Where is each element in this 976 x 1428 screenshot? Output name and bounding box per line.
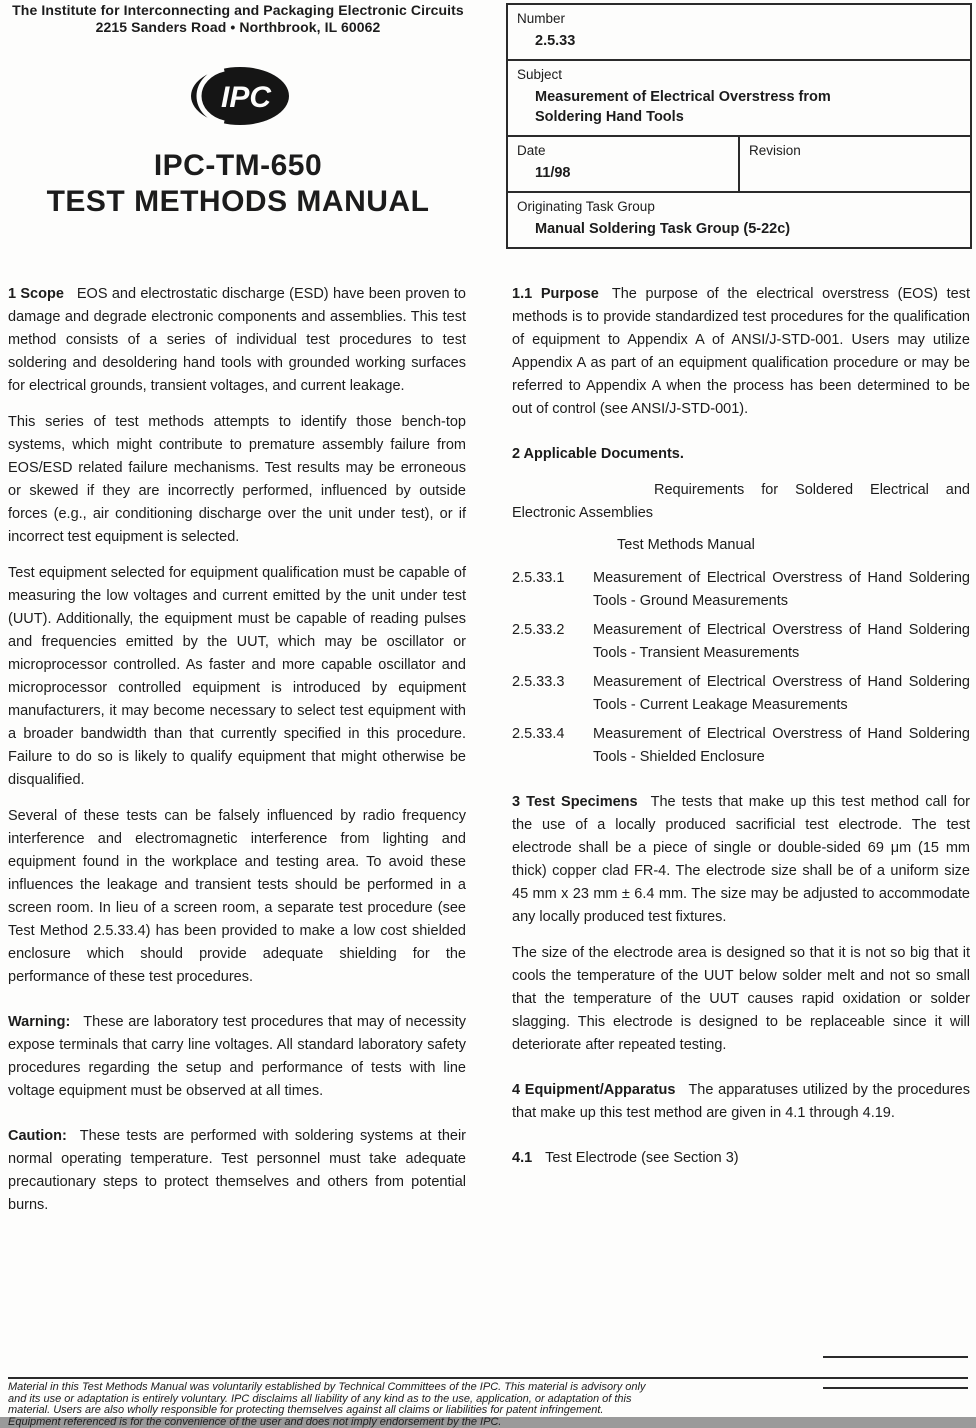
footer-line: material. Users are also wholly responsible for protecting themselves against all claims or liabilities for patent infringement. <box>8 1404 604 1417</box>
subject-value-line2: Soldering Hand Tools <box>535 109 684 125</box>
info-table <box>506 3 972 249</box>
method-title: Measurement of Electrical Overstress of Hand Soldering Tools - Ground Measurements <box>593 570 970 609</box>
footer-line: and its use or adaptation is entirely voluntary. IPC disclaims all liability of any kind as to the use, application, or adaptation of this <box>8 1392 632 1405</box>
revision-cell <box>740 137 970 191</box>
header-left <box>8 2 468 220</box>
caution-text: These tests are performed with soldering systems at their normal operating temperature. Test personnel must take adequate precautionary steps to protect themselves and others from potential burns. <box>8 1128 466 1213</box>
date-value: 11/98 <box>535 165 571 181</box>
specimens-paragraph <box>512 791 970 929</box>
document-reference-1: Requirements for Soldered Electrical and Electronic Assemblies <box>512 482 970 521</box>
date-revision-row <box>508 137 970 193</box>
method-number: 2.5.33.3 <box>512 674 565 690</box>
method-item <box>512 619 970 665</box>
right-column <box>512 283 970 1230</box>
equipment-heading: 4 Equipment/Apparatus <box>512 1082 676 1098</box>
section-4-1-heading: 4.1 <box>512 1150 533 1166</box>
task-group-label: Originating Task Group <box>517 199 655 214</box>
method-item <box>512 671 970 717</box>
left-column <box>8 283 466 1230</box>
section-4-1-text: Test Electrode (see Section 3) <box>545 1150 739 1166</box>
warning-label: Warning: <box>8 1014 71 1030</box>
section-4-1-paragraph <box>512 1147 970 1170</box>
caution-label: Caution: <box>8 1128 67 1144</box>
org-name: The Institute for Interconnecting and Packaging Electronic Circuits <box>12 2 464 18</box>
task-group-value: Manual Soldering Task Group (5-22c) <box>535 221 791 237</box>
subject-label: Subject <box>517 67 563 82</box>
ipc-logo-text: IPC <box>220 81 272 114</box>
date-cell <box>508 137 740 191</box>
method-title: Measurement of Electrical Overstress of Hand Soldering Tools - Shielded Enclosure <box>593 726 970 765</box>
footer-line: Material in this Test Methods Manual was voluntarily established by Technical Committees of the IPC. This material is advisory only <box>8 1381 646 1393</box>
specimens-heading: 3 Test Specimens <box>512 794 638 810</box>
subject-value-line1: Measurement of Electrical Overstress from <box>535 89 831 105</box>
method-title: Measurement of Electrical Overstress of Hand Soldering Tools - Current Leakage Measurements <box>593 674 970 713</box>
footer-disclaimer <box>8 1382 823 1428</box>
footer-divider <box>8 1377 968 1379</box>
org-address: 2215 Sanders Road • Northbrook, IL 60062 <box>95 19 381 35</box>
paragraph: This series of test methods attempts to identify those bench-top systems, which might contribute to premature assembly failure from EOS/ESD related failure mechanisms. Test results may be erroneous or skewed if they are incorrectly performed, influenced by outside forces (e.g., air conditioning discharge over the unit under test), or if incorrect test equipment is selected. <box>8 414 466 545</box>
equipment-paragraph <box>512 1079 970 1125</box>
warning-text: These are laboratory test procedures that may of necessity expose terminals that carry line voltages. All standard laboratory safety procedures regarding the setup and performance of tests with line voltage equipment must be observed at all times. <box>8 1014 466 1099</box>
warning-paragraph <box>8 1011 466 1103</box>
paragraph: Test equipment selected for equipment qualification must be capable of measuring the low voltages and current emitted by the unit under test (UUT). Additionally, the equipment must be capable of reading pulses and frequencies emitted by the UUT, which may be oscillator or microprocessor controlled. As faster and more capable oscillator and microprocessor controlled equipment is introduced by equipment manufacturers, it may become necessary to select test equipment with a broader bandwidth than that currently specified in this procedure. Failure to do so is likely to qualify equipment that might otherwise be disqualified. <box>8 565 466 788</box>
specimens-text: The tests that make up this test method call for the use of a locally produced sacrificial test electrode. The test electrode shall be a piece of single or double-sided 69 μm (15 mm thick) copper clad FR-4. The electrode size shall be of a uniform size 45 mm x 23 mm ± 6.4 mm. The size may be adjusted to accommodate any locally produced test fixtures. <box>512 794 970 925</box>
equipment-text: The apparatuses utilized by the procedures that make up this test method are given in 4.1 through 4.19. <box>512 1082 970 1121</box>
scope-heading: 1 Scope <box>8 286 64 302</box>
method-list <box>512 567 970 769</box>
method-number: 2.5.33.2 <box>512 622 565 638</box>
subject-row <box>508 61 970 137</box>
right-rule-top <box>823 1356 968 1358</box>
purpose-paragraph <box>512 283 970 421</box>
number-label: Number <box>517 11 566 26</box>
method-item <box>512 567 970 613</box>
method-number: 2.5.33.4 <box>512 726 565 742</box>
caution-paragraph <box>8 1125 466 1217</box>
purpose-heading: 1.1 Purpose <box>512 286 599 302</box>
right-rule-bottom <box>823 1387 968 1389</box>
method-number: 2.5.33.1 <box>512 570 565 586</box>
footer-line: Equipment referenced is for the convenience of the user and does not imply endorsement by the IPC. <box>8 1415 502 1428</box>
date-label: Date <box>517 143 546 158</box>
method-title: Measurement of Electrical Overstress of Hand Soldering Tools - Transient Measurements <box>593 622 970 661</box>
scope-paragraph <box>8 283 466 398</box>
number-value: 2.5.33 <box>535 33 576 49</box>
document-title: IPC-TM-650 <box>153 149 323 182</box>
document-subtitle: TEST METHODS MANUAL <box>46 185 430 218</box>
applicable-documents-heading: 2 Applicable Documents. <box>512 446 684 462</box>
document-body <box>8 283 970 1230</box>
purpose-text: The purpose of the electrical overstress (EOS) test methods is to provide standardized test procedures for the qualification of equipment to Appendix A of ANSI/J-STD-001. Users may utilize Appendix A as part of an equipment qualification procedure or may be referred to Appendix A when the process has been determined to be out of control (see ANSI/J-STD-001). <box>512 286 971 417</box>
revision-label: Revision <box>749 143 801 158</box>
method-item <box>512 723 970 769</box>
scope-text: EOS and electrostatic discharge (ESD) have been proven to damage and degrade electronic components and assemblies. This test method consists of a series of individual test procedures to test soldering and desoldering hand tools with grounded working surfaces for electrical grounds, transient voltages, and current leakage. <box>8 286 466 394</box>
ipc-logo <box>8 64 468 128</box>
task-group-row <box>508 193 970 247</box>
paragraph: Several of these tests can be falsely influenced by radio frequency interference and electromagnetic interference from lighting and equipment found in the workplace and testing area. To avoid these influences the leakage and transient tests should be performed in a screen room. In lieu of a screen room, a separate test procedure (see Test Method 2.5.33.4) has been provided to make a low cost shielded enclosure which should provide adequate shielding for the performance of these test procedures. <box>8 808 466 985</box>
number-row <box>508 5 970 61</box>
document-reference-2: Test Methods Manual <box>617 537 755 553</box>
paragraph: The size of the electrode area is designed so that it is not so big that it cools the temperature of the UUT below solder melt and not so small that the temperature of the UUT causes rapid oxidation or solder slagging. This electrode is designed to be replaceable since it will deteriorate after repeated testing. <box>512 945 970 1053</box>
